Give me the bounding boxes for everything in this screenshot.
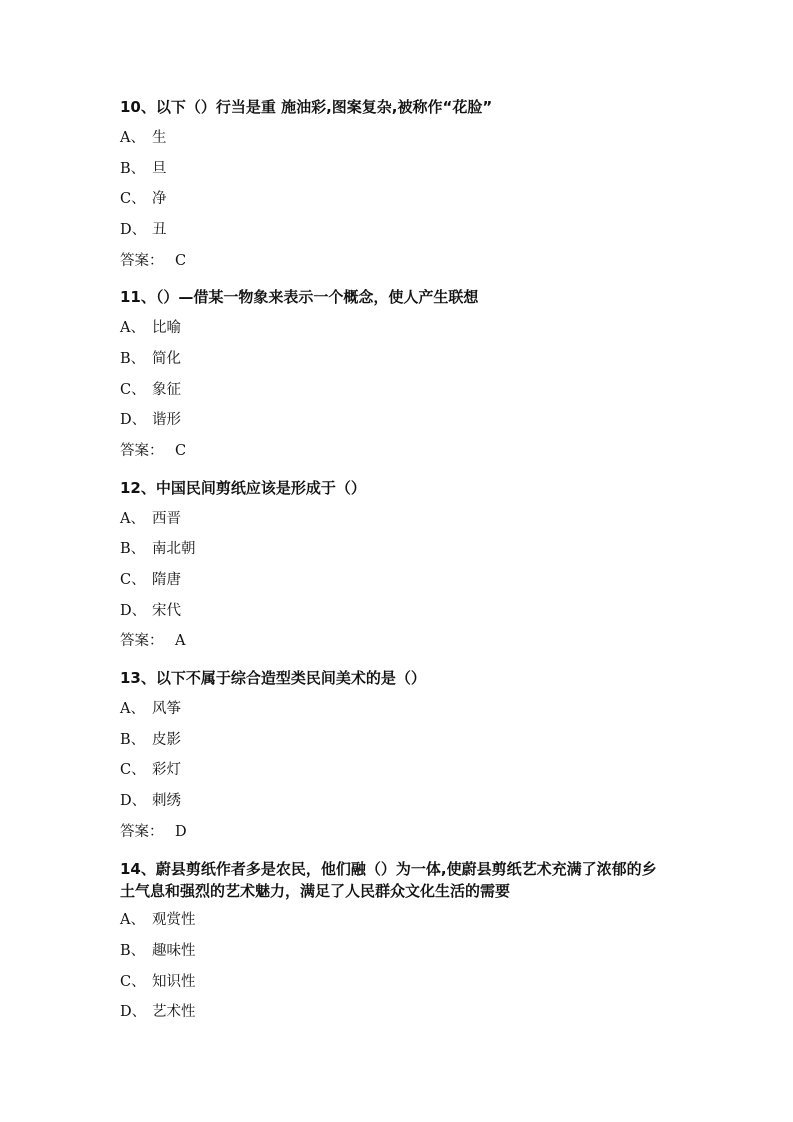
answer-value: C (175, 443, 187, 459)
option-letter: A、 (120, 130, 145, 146)
option-letter: C、 (120, 382, 146, 398)
question-13-answer (120, 822, 187, 842)
question-11-option-a (120, 318, 181, 338)
question-11-option-c (120, 380, 181, 400)
option-text: 刺绣 (152, 793, 181, 809)
question-12-option-b (120, 539, 196, 559)
option-text: 风筝 (152, 701, 181, 717)
question-12-answer (120, 631, 185, 651)
option-text: 比喻 (152, 320, 181, 336)
question-14-title: 14、蔚县剪纸作者多是农民，他们融（）为一体,使蔚县剪纸艺术充满了浓郁的乡土气息和强烈的艺术魅力，满足了人民群众文化生活的需要 (120, 860, 657, 900)
option-letter: B、 (120, 541, 146, 557)
question-13-title: 13、以下不属于综合造型类民间美术的是（） (120, 669, 426, 687)
option-letter: B、 (120, 732, 146, 748)
question-12-option-d (120, 601, 181, 621)
answer-value: D (175, 824, 187, 840)
option-letter: D、 (120, 1004, 147, 1020)
option-letter: C、 (120, 572, 146, 588)
option-text: 皮影 (152, 732, 181, 748)
option-text: 知识性 (152, 974, 196, 990)
option-letter: C、 (120, 191, 146, 207)
question-12-option-c (120, 570, 181, 590)
answer-label: 答案： (120, 633, 164, 649)
option-text: 南北朝 (152, 541, 196, 557)
option-text: 丑 (152, 222, 167, 238)
option-text: 生 (152, 130, 167, 146)
option-letter: D、 (120, 793, 147, 809)
question-13-option-c (120, 760, 181, 780)
question-14-option-a (120, 910, 196, 930)
option-text: 观赏性 (152, 912, 196, 928)
question-11-option-b (120, 349, 181, 369)
option-text: 彩灯 (152, 762, 181, 778)
answer-value: C (175, 253, 187, 269)
option-letter: D、 (120, 222, 147, 238)
question-12-option-a (120, 509, 181, 529)
option-text: 艺术性 (152, 1004, 196, 1020)
option-letter: C、 (120, 762, 146, 778)
question-14-option-c (120, 972, 196, 992)
option-text: 隋唐 (152, 572, 181, 588)
option-letter: A、 (120, 912, 145, 928)
question-13-option-a (120, 699, 181, 719)
option-letter: D、 (120, 603, 147, 619)
option-letter: B、 (120, 351, 146, 367)
question-10-title: 10、以下（）行当是重 施油彩,图案复杂,被称作“花脸” (120, 98, 493, 116)
option-letter: B、 (120, 943, 146, 959)
question-10-answer (120, 251, 186, 271)
option-text: 西晋 (152, 511, 181, 527)
option-letter: D、 (120, 412, 147, 428)
question-10-option-b (120, 159, 167, 179)
option-letter: C、 (120, 974, 146, 990)
question-11-answer (120, 441, 186, 461)
option-letter: A、 (120, 320, 145, 336)
question-11-option-d (120, 410, 181, 430)
question-14-option-d (120, 1002, 196, 1022)
question-14-option-b (120, 941, 196, 961)
question-13-option-b (120, 730, 181, 750)
answer-label: 答案： (120, 253, 164, 269)
option-text: 旦 (152, 161, 167, 177)
option-text: 净 (152, 191, 167, 207)
answer-label: 答案： (120, 443, 164, 459)
answer-label: 答案： (120, 824, 164, 840)
question-12-title: 12、中国民间剪纸应该是形成于（） (120, 479, 366, 497)
option-letter: A、 (120, 701, 145, 717)
option-text: 宋代 (152, 603, 181, 619)
option-letter: A、 (120, 511, 145, 527)
answer-value: A (175, 633, 186, 649)
option-text: 趣味性 (152, 943, 196, 959)
question-10-option-d (120, 220, 167, 240)
option-text: 象征 (152, 382, 181, 398)
question-10-option-a (120, 128, 167, 148)
option-letter: B、 (120, 161, 146, 177)
question-10-option-c (120, 189, 167, 209)
question-11-title: 11、（）—借某一物象来表示一个概念，使人产生联想 (120, 288, 479, 306)
option-text: 谐形 (152, 412, 181, 428)
question-13-option-d (120, 791, 181, 811)
option-text: 简化 (152, 351, 181, 367)
